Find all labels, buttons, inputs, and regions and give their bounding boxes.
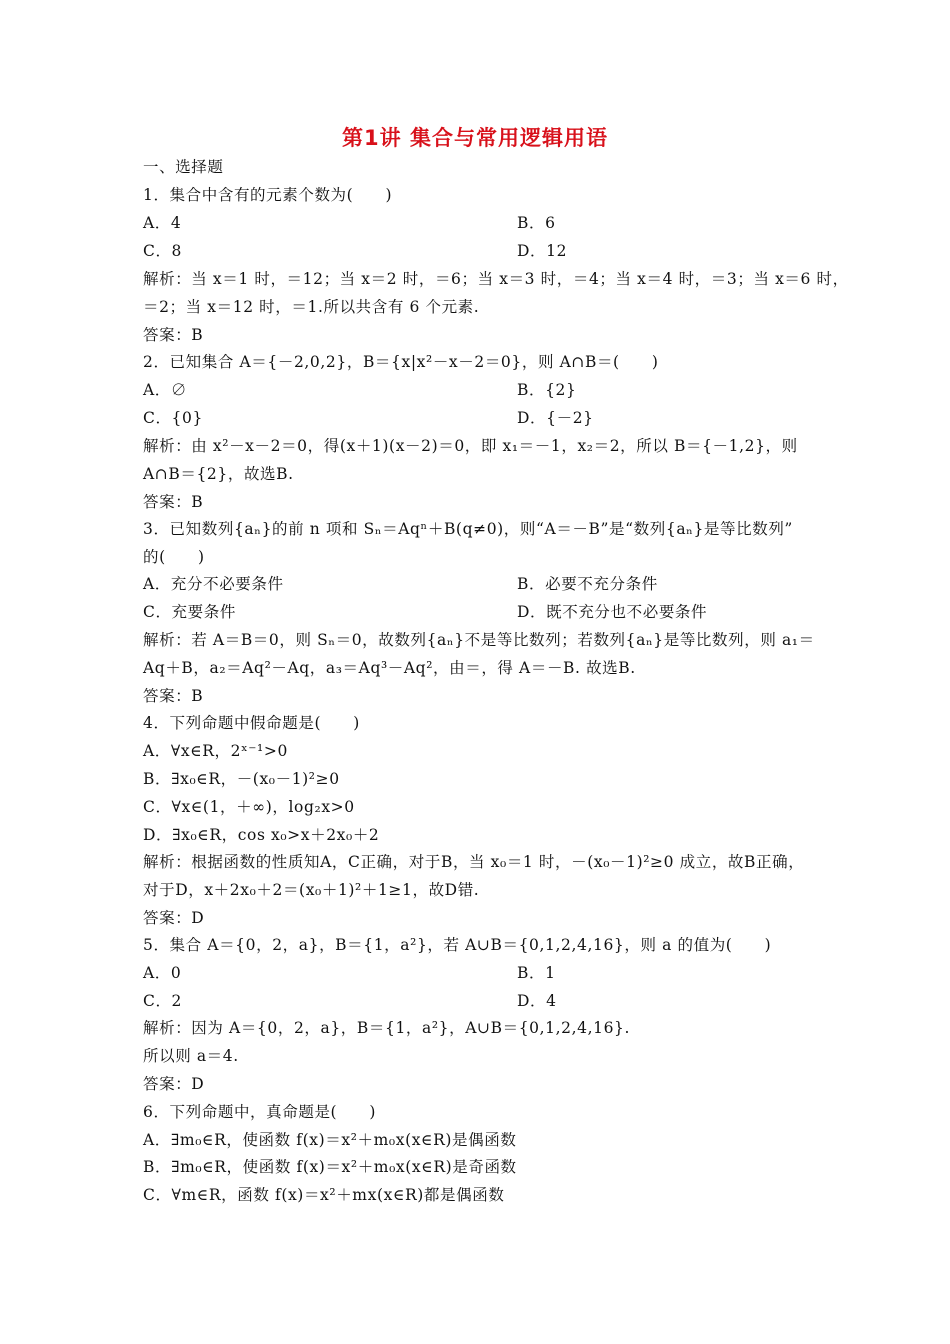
q6-option-a: A．∃m₀∈R，使函数 f(x)＝x²＋m₀x(x∈R)是偶函数 [143, 1131, 517, 1149]
q3-analysis-line2: Aq＋B，a₂＝Aq²－Aq，a₃＝Aq³－Aq²，由＝，得 A＝－B. 故选B. [143, 659, 636, 677]
q6-option-b: B．∃m₀∈R，使函数 f(x)＝x²＋m₀x(x∈R)是奇函数 [143, 1158, 517, 1176]
q5-option-d: D．4 [517, 992, 557, 1010]
q1-option-b: B．6 [517, 214, 556, 232]
q5-analysis-line1: 解析：因为 A＝{0，2，a}，B＝{1，a²}，A∪B＝{0,1,2,4,16}. [143, 1019, 631, 1037]
q2-option-b: B．{2} [517, 381, 577, 399]
q4-option-c: C．∀x∈(1，＋∞)，log₂x>0 [143, 798, 355, 816]
q4-analysis-line1: 解析：根据函数的性质知A，C正确，对于B，当 x₀＝1 时，－(x₀－1)²≥0 成立，故B正确， [143, 853, 805, 871]
q1-stem: 1．集合中含有的元素个数为( ) [143, 186, 393, 204]
q5-analysis-line2: 所以则 a＝4. [143, 1047, 239, 1065]
q2-analysis-line1: 解析：由 x²－x－2＝0，得(x＋1)(x－2)＝0，即 x₁＝－1，x₂＝2，所以 B＝{－1,2}，则 [143, 437, 798, 455]
q1-option-d: D．12 [517, 242, 568, 260]
q4-stem: 4．下列命题中假命题是( ) [143, 714, 360, 732]
q3-analysis-line1: 解析：若 A＝B＝0，则 Sₙ＝0，故数列{aₙ}不是等比数列；若数列{aₙ}是等比数列，则 a₁＝ [143, 631, 815, 649]
q3-option-c: C．充要条件 [143, 603, 236, 621]
q5-stem: 5．集合 A＝{0，2，a}，B＝{1，a²}，若 A∪B＝{0,1,2,4,16}，则 a 的值为( ) [143, 936, 772, 954]
q1-option-c: C．8 [143, 242, 183, 260]
q2-option-d: D．{－2} [517, 409, 594, 427]
q4-analysis-line2: 对于D，x＋2x₀＋2＝(x₀＋1)²＋1≥1，故D错. [143, 881, 480, 899]
q6-stem: 6．下列命题中，真命题是( ) [143, 1103, 377, 1121]
q3-option-b: B．必要不充分条件 [517, 575, 658, 593]
q2-analysis-line2: A∩B＝{2}，故选B. [143, 465, 294, 483]
q2-option-a: A．∅ [143, 381, 187, 399]
q6-option-c: C．∀m∈R，函数 f(x)＝x²＋mx(x∈R)都是偶函数 [143, 1186, 505, 1204]
q3-answer: 答案：B [143, 687, 204, 705]
q3-option-d: D．既不充分也不必要条件 [517, 603, 708, 621]
q5-option-b: B．1 [517, 964, 556, 982]
q1-analysis-line2: ＝2；当 x＝12 时，＝1.所以共含有 6 个元素. [143, 298, 480, 316]
q1-option-a: A．4 [143, 214, 182, 232]
q3-stem-line2: 的( ) [143, 548, 205, 566]
q5-answer: 答案：D [143, 1075, 205, 1093]
q2-answer: 答案：B [143, 493, 204, 511]
q3-stem-line1: 3．已知数列{aₙ}的前 n 项和 Sₙ＝Aqⁿ＋B(q≠0)，则“A＝－B”是“数列{aₙ}是等比数列” [143, 520, 793, 538]
q1-analysis-line1: 解析：当 x＝1 时，＝12；当 x＝2 时，＝6；当 x＝3 时，＝4；当 x＝4 时，＝3；当 x＝6 时， [143, 270, 849, 288]
q5-option-a: A．0 [143, 964, 182, 982]
q5-option-c: C．2 [143, 992, 183, 1010]
section-heading: 一、选择题 [143, 158, 224, 176]
q3-option-a: A．充分不必要条件 [143, 575, 284, 593]
q4-option-b: B．∃x₀∈R，－(x₀－1)²≥0 [143, 770, 340, 788]
page-title: 第1讲 集合与常用逻辑用语 [342, 126, 608, 150]
q2-stem: 2．已知集合 A＝{－2,0,2}，B＝{x|x²－x－2＝0}，则 A∩B＝( ) [143, 353, 659, 371]
q4-answer: 答案：D [143, 909, 205, 927]
q4-option-d: D．∃x₀∈R，cos x₀>x＋2x₀＋2 [143, 826, 380, 844]
q4-option-a: A．∀x∈R，2ˣ⁻¹>0 [143, 742, 288, 760]
q2-option-c: C．{0} [143, 409, 203, 427]
q1-answer: 答案：B [143, 326, 204, 344]
